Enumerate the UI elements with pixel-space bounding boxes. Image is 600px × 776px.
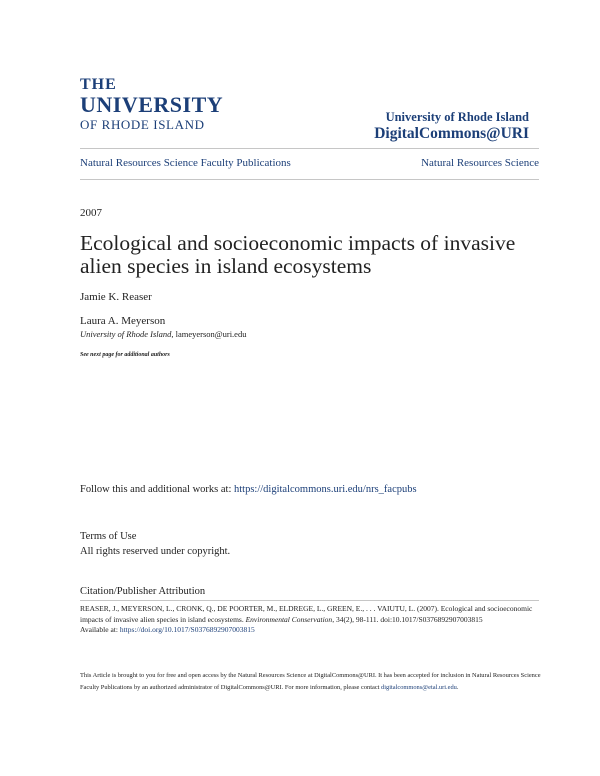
author-2: Laura A. Meyerson [80, 315, 166, 327]
terms-heading: Terms of Use [80, 531, 137, 542]
citation-text [80, 604, 542, 636]
terms-text: All rights reserved under copyright. [80, 546, 231, 557]
collection-link[interactable]: Natural Resources Science Faculty Publications [80, 157, 291, 169]
follow-label: Follow this and additional works at: [80, 484, 234, 495]
affiliation-name: University of Rhode Island [80, 329, 172, 339]
available-label: Available at: [80, 625, 120, 634]
collection-nav [80, 148, 539, 180]
citation-tail: , 34(2), 98-111. doi:10.1017/S0376892907003815 [332, 614, 483, 624]
author-2-affiliation [80, 329, 246, 339]
citation-journal: Environmental Conservation [245, 614, 333, 624]
follow-line [80, 484, 417, 495]
author-1: Jamie K. Reaser [80, 291, 152, 303]
logo-line-the: THE [80, 76, 117, 93]
footer-end: . [456, 684, 459, 691]
logo-line-university: UNIVERSITY [80, 92, 224, 117]
citation-heading: Citation/Publisher Attribution [80, 586, 206, 597]
repository-institution: University of Rhode Island [385, 110, 529, 124]
department-link[interactable]: Natural Resources Science [421, 157, 539, 169]
publication-year: 2007 [80, 207, 102, 219]
footer-text: This Article is brought to you for free and open access by the Natural Resources Science at DigitalCommons@URI. It has been accepted for inclusion in Natural Resources Science Faculty Publications by an authorized administrator of DigitalCommons@URI. For more information, please contact [80, 672, 541, 691]
article-title: Ecological and socioeconomic impacts of invasive alien species in island ecosystems [80, 231, 516, 278]
repository-name: DigitalCommons@URI [374, 125, 529, 142]
additional-authors-note: See next page for additional authors [80, 352, 170, 358]
author-email: , lameyerson@uri.edu [171, 329, 247, 339]
logo-line-rhode-island: OF RHODE ISLAND [80, 117, 205, 132]
contact-email-link[interactable]: digitalcommons@etal.uri.edu [381, 684, 457, 691]
collection-url-link[interactable]: https://digitalcommons.uri.edu/nrs_facpubs [234, 484, 417, 495]
doi-link[interactable]: https://doi.org/10.1017/S0376892907003815 [119, 625, 255, 634]
citation-main: REASER, J., MEYERSON, L., CRONK, Q., DE POORTER, M., ELDREGE, L., GREEN, E., . . . VAIUTU, L. (2007). Ecological and socioeconomic impacts of invasive alien species in island ecosystems. [80, 604, 533, 624]
university-logo [80, 77, 230, 132]
repository-brand[interactable] [374, 110, 529, 143]
citation-divider [80, 600, 539, 601]
access-footer [80, 670, 542, 694]
